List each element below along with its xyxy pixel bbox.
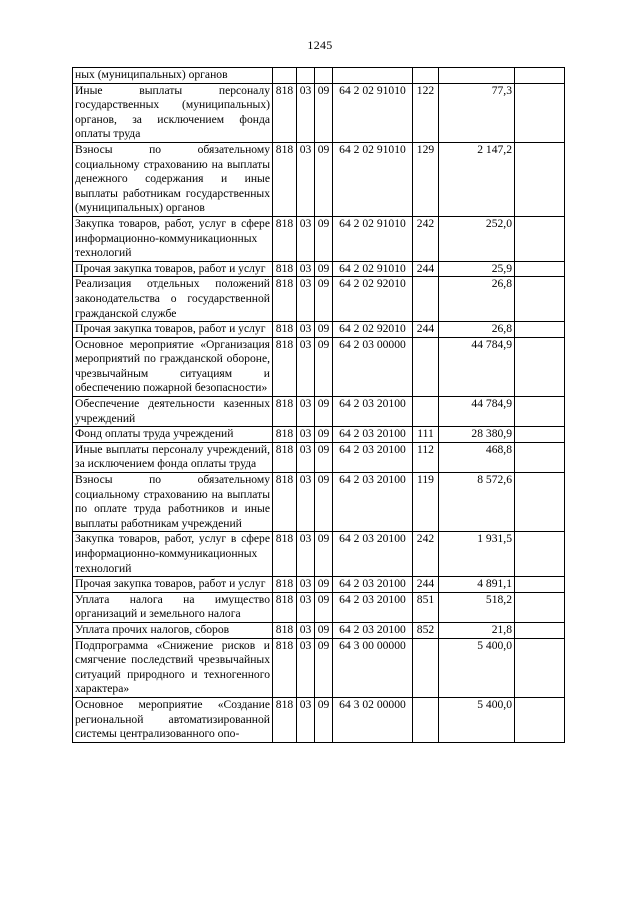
table-row	[73, 638, 565, 697]
ministry-code-cell: 818	[273, 337, 297, 396]
target-article-cell: 64 2 03 20100	[333, 592, 413, 622]
amount-cell: 44 784,9	[439, 337, 515, 396]
ministry-code-cell: 818	[273, 427, 297, 443]
item-name-cell: Прочая закупка товаров, работ и услуг	[73, 577, 273, 593]
amount-cell: 21,8	[439, 622, 515, 638]
target-article-cell: 64 2 02 91010	[333, 83, 413, 142]
amount-cell: 25,9	[439, 261, 515, 277]
table-row	[73, 577, 565, 593]
subsection-code-cell: 09	[315, 337, 333, 396]
table-row	[73, 622, 565, 638]
target-article-cell: 64 3 02 00000	[333, 697, 413, 742]
ministry-code-cell: 818	[273, 261, 297, 277]
table-row	[73, 322, 565, 338]
item-name-cell: Основное мероприятие «Организация мероприятий по гражданской обороне, чрезвычайным ситуациям и обеспечению пожарной безопасности»	[73, 337, 273, 396]
expense-type-cell	[413, 277, 439, 322]
amount-cell: 28 380,9	[439, 427, 515, 443]
target-article-cell: 64 2 02 91010	[333, 142, 413, 216]
empty-cell	[515, 442, 565, 472]
item-name-cell: Подпрограмма «Снижение рисков и смягчение последствий чрезвычайных ситуаций природного и техногенного характера»	[73, 638, 273, 697]
item-name-cell: Основное мероприятие «Создание региональной автоматизированной системы централизованного опо-	[73, 697, 273, 742]
item-name-cell: Иные выплаты персоналу учреждений, за исключением фонда оплаты труда	[73, 442, 273, 472]
page-number: 1245	[307, 38, 333, 52]
subsection-code-cell: 09	[315, 592, 333, 622]
section-code-cell: 03	[297, 277, 315, 322]
target-article-cell: 64 2 03 20100	[333, 427, 413, 443]
amount-cell: 26,8	[439, 277, 515, 322]
amount-cell: 26,8	[439, 322, 515, 338]
item-name-cell: Иные выплаты персоналу государственных (муниципальных) органов, за исключением фонда оплаты труда	[73, 83, 273, 142]
section-code-cell: 03	[297, 577, 315, 593]
table-row	[73, 83, 565, 142]
empty-cell	[515, 427, 565, 443]
empty-cell	[515, 261, 565, 277]
table-row	[73, 442, 565, 472]
amount-cell: 8 572,6	[439, 473, 515, 532]
expense-type-cell: 111	[413, 427, 439, 443]
section-code-cell: 03	[297, 427, 315, 443]
section-code-cell: 03	[297, 638, 315, 697]
ministry-code-cell: 818	[273, 397, 297, 427]
item-name-cell: Уплата налога на имущество организаций и земельного налога	[73, 592, 273, 622]
subsection-code-cell: 09	[315, 83, 333, 142]
ministry-code-cell: 818	[273, 622, 297, 638]
amount-cell: 468,8	[439, 442, 515, 472]
target-article-cell: 64 2 03 00000	[333, 337, 413, 396]
ministry-code-cell: 818	[273, 142, 297, 216]
section-code-cell: 03	[297, 83, 315, 142]
table-row	[73, 473, 565, 532]
expense-type-cell: 242	[413, 532, 439, 577]
expense-type-cell: 242	[413, 216, 439, 261]
subsection-code-cell: 09	[315, 397, 333, 427]
ministry-code-cell: 818	[273, 83, 297, 142]
section-code-cell: 03	[297, 322, 315, 338]
amount-cell	[439, 68, 515, 84]
section-code-cell: 03	[297, 216, 315, 261]
subsection-code-cell: 09	[315, 427, 333, 443]
subsection-code-cell: 09	[315, 532, 333, 577]
section-code-cell: 03	[297, 697, 315, 742]
amount-cell: 77,3	[439, 83, 515, 142]
expense-type-cell	[413, 68, 439, 84]
empty-cell	[515, 277, 565, 322]
table-row	[73, 216, 565, 261]
section-code-cell: 03	[297, 532, 315, 577]
amount-cell: 2 147,2	[439, 142, 515, 216]
ministry-code-cell: 818	[273, 697, 297, 742]
subsection-code-cell: 09	[315, 577, 333, 593]
table-row	[73, 337, 565, 396]
expense-type-cell: 129	[413, 142, 439, 216]
target-article-cell: 64 2 02 92010	[333, 322, 413, 338]
target-article-cell: 64 3 00 00000	[333, 638, 413, 697]
table-row	[73, 397, 565, 427]
ministry-code-cell: 818	[273, 442, 297, 472]
target-article-cell: 64 2 03 20100	[333, 577, 413, 593]
table-row	[73, 261, 565, 277]
empty-cell	[515, 322, 565, 338]
amount-cell: 5 400,0	[439, 638, 515, 697]
item-name-cell: Реализация отдельных положений законодательства о государственной гражданской службе	[73, 277, 273, 322]
empty-cell	[515, 473, 565, 532]
expense-type-cell	[413, 638, 439, 697]
budget-table	[72, 67, 565, 743]
item-name-cell: ных (муниципальных) органов	[73, 68, 273, 84]
section-code-cell: 03	[297, 261, 315, 277]
expense-type-cell: 122	[413, 83, 439, 142]
amount-cell: 1 931,5	[439, 532, 515, 577]
empty-cell	[515, 83, 565, 142]
ministry-code-cell: 818	[273, 532, 297, 577]
table-row	[73, 277, 565, 322]
target-article-cell	[333, 68, 413, 84]
subsection-code-cell: 09	[315, 697, 333, 742]
expense-type-cell	[413, 397, 439, 427]
empty-cell	[515, 397, 565, 427]
amount-cell: 5 400,0	[439, 697, 515, 742]
target-article-cell: 64 2 02 92010	[333, 277, 413, 322]
ministry-code-cell: 818	[273, 473, 297, 532]
item-name-cell: Закупка товаров, работ, услуг в сфере информационно-коммуникационных технологий	[73, 532, 273, 577]
item-name-cell: Закупка товаров, работ, услуг в сфере информационно-коммуникационных технологий	[73, 216, 273, 261]
target-article-cell: 64 2 03 20100	[333, 397, 413, 427]
section-code-cell: 03	[297, 142, 315, 216]
section-code-cell: 03	[297, 442, 315, 472]
empty-cell	[515, 592, 565, 622]
expense-type-cell: 112	[413, 442, 439, 472]
section-code-cell: 03	[297, 337, 315, 396]
section-code-cell: 03	[297, 473, 315, 532]
table-row	[73, 592, 565, 622]
empty-cell	[515, 532, 565, 577]
empty-cell	[515, 622, 565, 638]
subsection-code-cell: 09	[315, 261, 333, 277]
subsection-code-cell	[315, 68, 333, 84]
target-article-cell: 64 2 03 20100	[333, 532, 413, 577]
ministry-code-cell: 818	[273, 577, 297, 593]
table-row	[73, 427, 565, 443]
target-article-cell: 64 2 02 91010	[333, 216, 413, 261]
subsection-code-cell: 09	[315, 622, 333, 638]
expense-type-cell: 244	[413, 261, 439, 277]
empty-cell	[515, 216, 565, 261]
subsection-code-cell: 09	[315, 638, 333, 697]
item-name-cell: Обеспечение деятельности казенных учреждений	[73, 397, 273, 427]
subsection-code-cell: 09	[315, 442, 333, 472]
item-name-cell: Взносы по обязательному социальному страхованию на выплаты денежного содержания и иные выплаты работникам государственных (муниципальных) органов	[73, 142, 273, 216]
empty-cell	[515, 68, 565, 84]
ministry-code-cell: 818	[273, 592, 297, 622]
section-code-cell	[297, 68, 315, 84]
amount-cell: 252,0	[439, 216, 515, 261]
section-code-cell: 03	[297, 592, 315, 622]
target-article-cell: 64 2 03 20100	[333, 622, 413, 638]
section-code-cell: 03	[297, 622, 315, 638]
subsection-code-cell: 09	[315, 473, 333, 532]
item-name-cell: Взносы по обязательному социальному страхованию на выплаты по оплате труда работников и иные выплаты работникам учреждений	[73, 473, 273, 532]
subsection-code-cell: 09	[315, 142, 333, 216]
ministry-code-cell: 818	[273, 638, 297, 697]
expense-type-cell: 852	[413, 622, 439, 638]
table-row	[73, 142, 565, 216]
expense-type-cell: 851	[413, 592, 439, 622]
ministry-code-cell: 818	[273, 277, 297, 322]
empty-cell	[515, 142, 565, 216]
expense-type-cell: 244	[413, 577, 439, 593]
target-article-cell: 64 2 03 20100	[333, 442, 413, 472]
expense-type-cell	[413, 337, 439, 396]
item-name-cell: Прочая закупка товаров, работ и услуг	[73, 322, 273, 338]
subsection-code-cell: 09	[315, 322, 333, 338]
ministry-code-cell: 818	[273, 216, 297, 261]
item-name-cell: Прочая закупка товаров, работ и услуг	[73, 261, 273, 277]
amount-cell: 518,2	[439, 592, 515, 622]
section-code-cell: 03	[297, 397, 315, 427]
amount-cell: 44 784,9	[439, 397, 515, 427]
empty-cell	[515, 577, 565, 593]
expense-type-cell: 119	[413, 473, 439, 532]
ministry-code-cell	[273, 68, 297, 84]
item-name-cell: Уплата прочих налогов, сборов	[73, 622, 273, 638]
ministry-code-cell: 818	[273, 322, 297, 338]
target-article-cell: 64 2 02 91010	[333, 261, 413, 277]
amount-cell: 4 891,1	[439, 577, 515, 593]
empty-cell	[515, 337, 565, 396]
target-article-cell: 64 2 03 20100	[333, 473, 413, 532]
empty-cell	[515, 697, 565, 742]
expense-type-cell	[413, 697, 439, 742]
subsection-code-cell: 09	[315, 277, 333, 322]
empty-cell	[515, 638, 565, 697]
budget-table-body	[73, 68, 565, 743]
expense-type-cell: 244	[413, 322, 439, 338]
table-row	[73, 532, 565, 577]
subsection-code-cell: 09	[315, 216, 333, 261]
table-row	[73, 68, 565, 84]
table-row	[73, 697, 565, 742]
item-name-cell: Фонд оплаты труда учреждений	[73, 427, 273, 443]
